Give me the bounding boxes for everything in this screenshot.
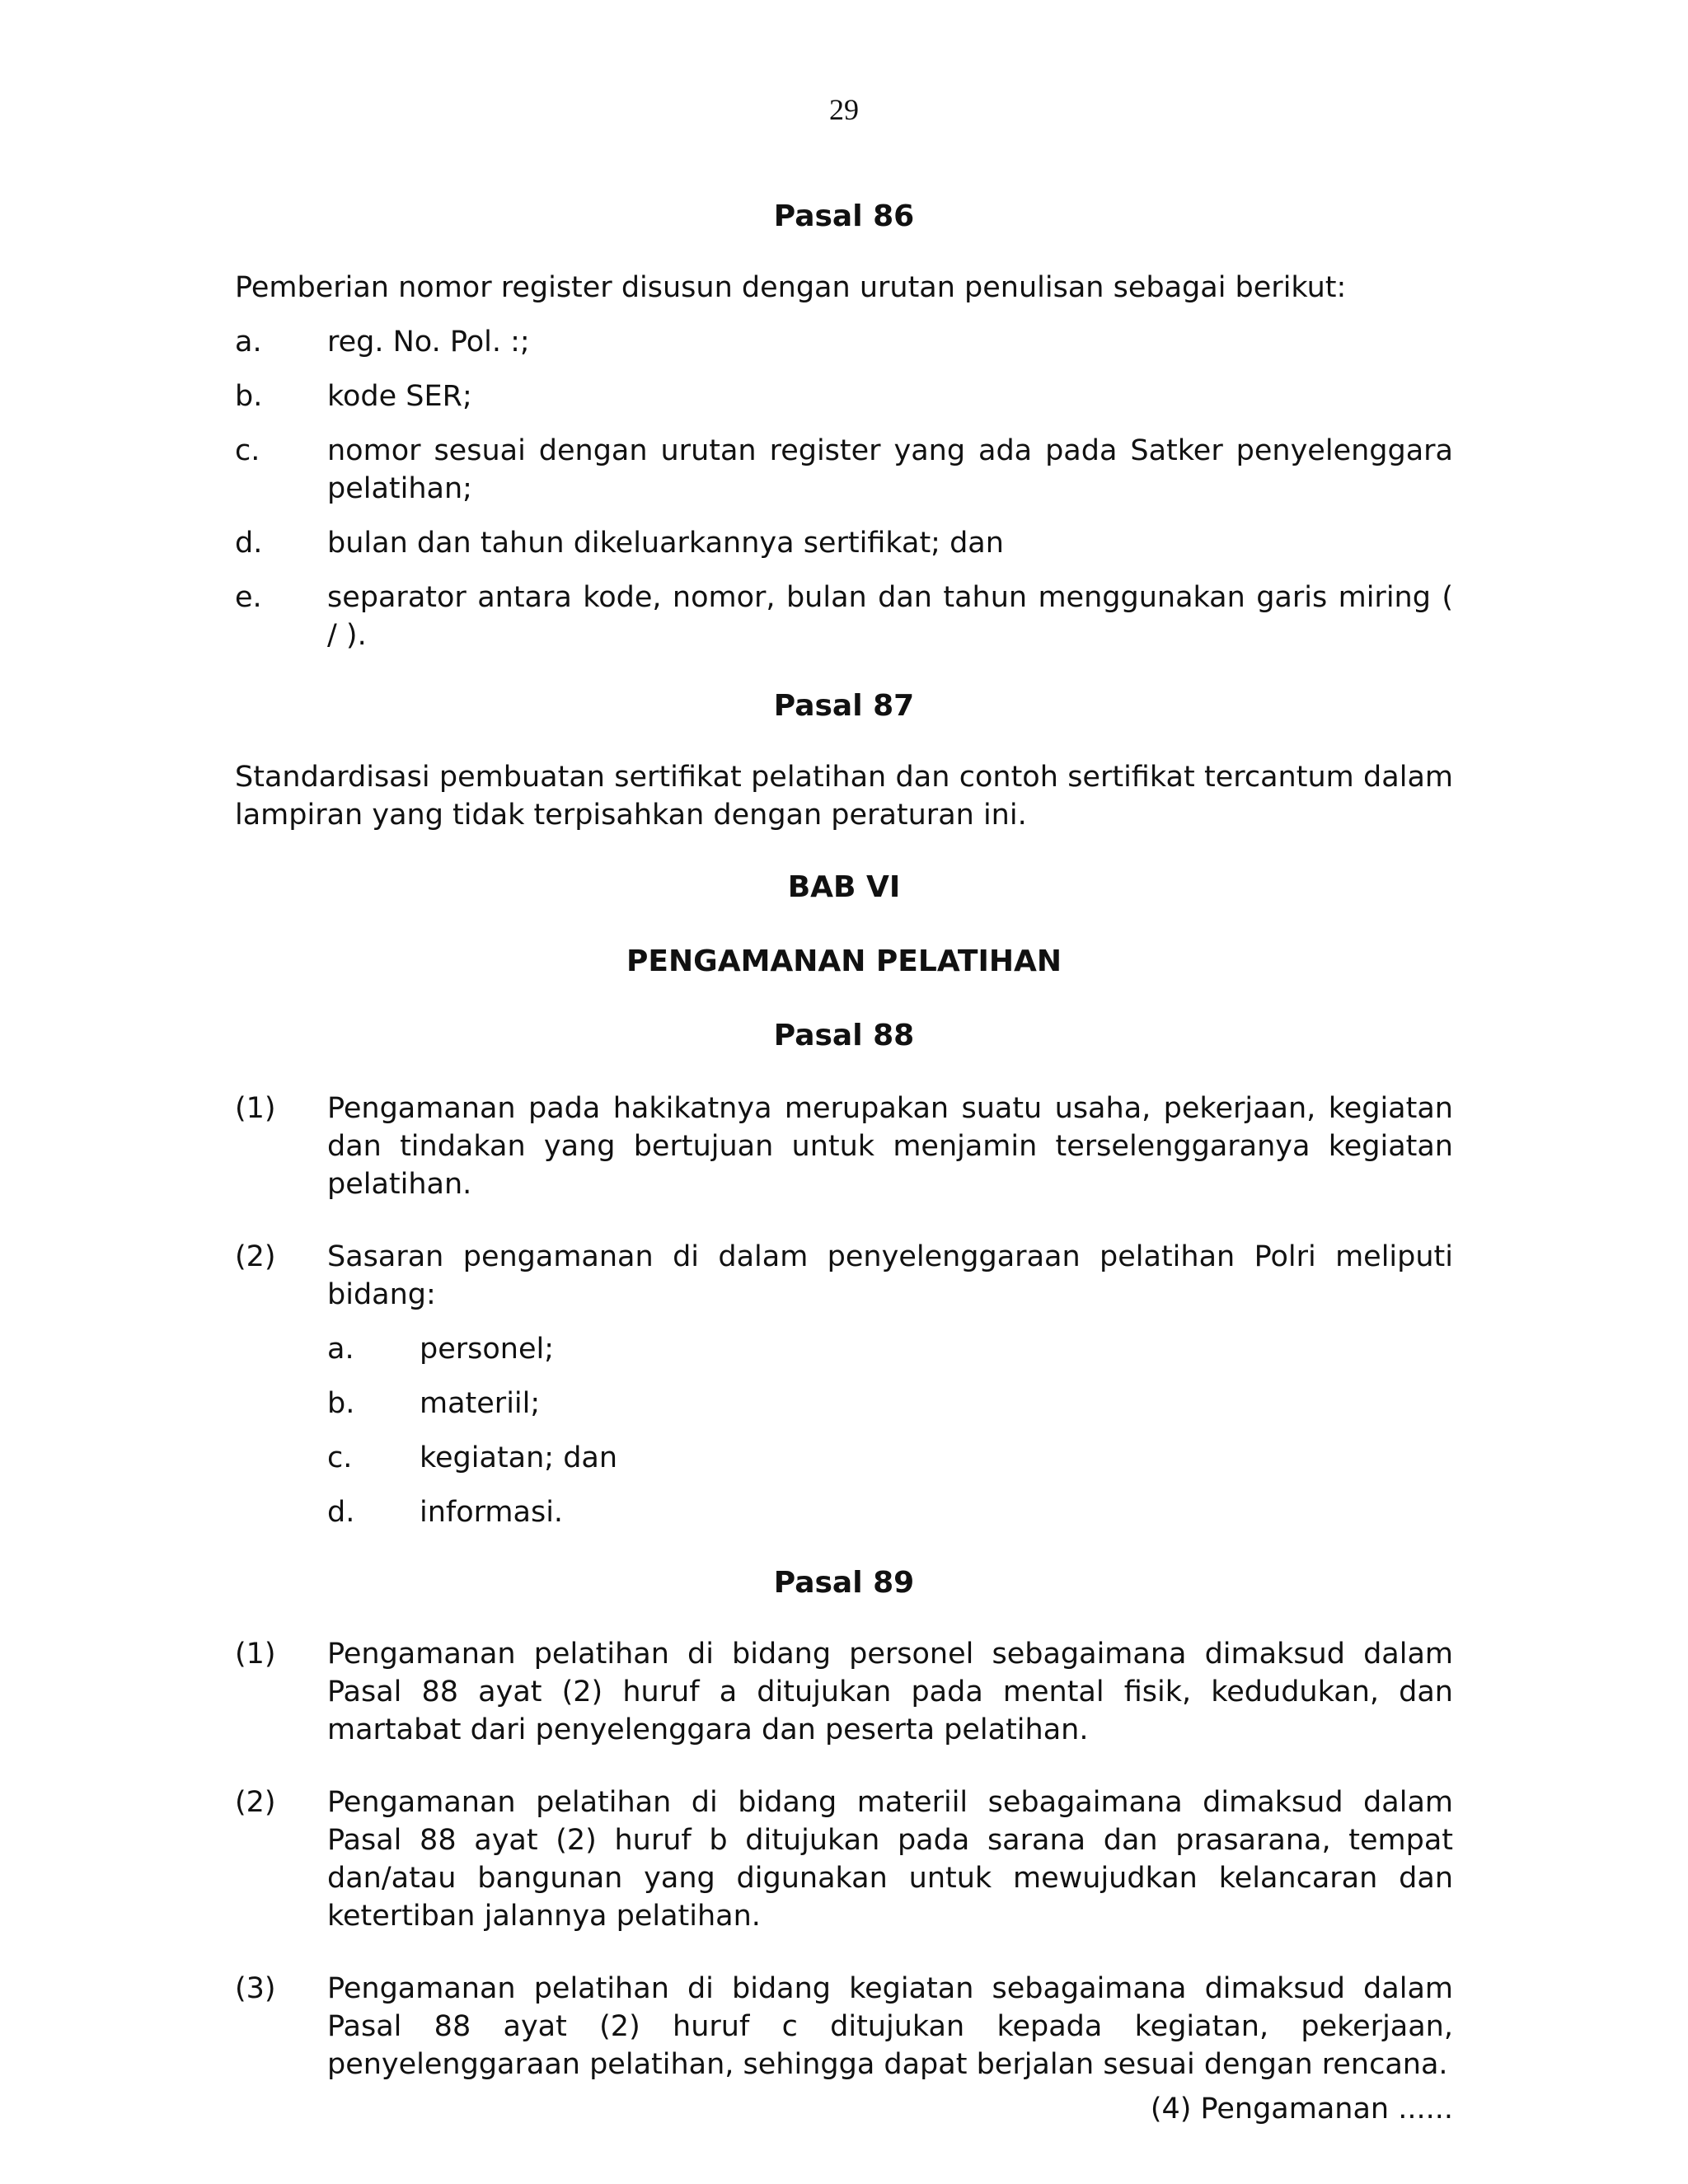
list-item [235,323,1453,361]
list-text: bulan dan tahun dikeluarkannya sertifikat; dan [327,527,1004,560]
document-body [235,198,1453,2128]
list-marker: b. [235,380,263,413]
pasal-88-sublist [327,1330,1453,1531]
pasal-86-intro: Pemberian nomor register disusun dengan urutan penulisan sebagai berikut: [235,271,1347,304]
list-item [235,377,1453,415]
list-item [327,1330,1453,1368]
pasal-88-list [235,1090,1453,1531]
pasal-89-title: Pasal 89 [773,1566,915,1600]
list-marker: e. [235,581,262,614]
pasal-89-list [235,1635,1453,2083]
list-marker: (3) [235,1972,276,2005]
continuation-text: (4) Pengamanan ...... [1150,2093,1453,2125]
page-number: 29 [829,93,859,126]
list-item [235,1970,1453,2083]
list-marker: a. [235,326,262,359]
list-text: Pengamanan pelatihan di bidang personel sebagaimana dimaksud dalam Pasal 88 ayat (2) huruf a ditujukan pada mental fisik, kedudukan, dan martabat dari penyelenggara dan peserta pelatihan. [327,1638,1453,1746]
bab-title: BAB VI [787,870,901,904]
list-text: Pengamanan pelatihan di bidang materiil sebagaimana dimaksud dalam Pasal 88 ayat (2) huruf b ditujukan pada sarana dan prasarana, tempat dan/atau bangunan yang digunakan untuk mewujudkan kelancaran dan ketertiban jalannya pelatihan. [327,1786,1453,1933]
list-item [235,1783,1453,1935]
pasal-87-title: Pasal 87 [773,689,915,723]
list-text: personel; [420,1333,555,1366]
list-text: kegiatan; dan [420,1441,618,1474]
list-text: nomor sesuai dengan urutan register yang ada pada Satker penyelenggara pelatihan; [327,434,1453,505]
list-marker: d. [327,1496,355,1529]
list-marker: b. [327,1387,355,1420]
list-marker: (2) [235,1240,276,1273]
list-marker: (2) [235,1786,276,1819]
list-text: separator antara kode, nomor, bulan dan tahun menggunakan garis miring ( / ). [327,581,1453,652]
list-item [235,579,1453,654]
list-item [235,1238,1453,1314]
pasal-87-text: Standardisasi pembuatan sertifikat pelatihan dan contoh sertifikat tercantum dalam lampiran yang tidak terpisahkan dengan peraturan ini. [235,761,1453,832]
list-text: reg. No. Pol. :; [327,326,530,359]
list-text: Sasaran pengamanan di dalam penyelenggaraan pelatihan Polri meliputi bidang: [327,1240,1453,1311]
list-item [327,1493,1453,1531]
list-item [235,1635,1453,1749]
bab-subtitle: PENGAMANAN PELATIHAN [626,944,1062,978]
list-text: materiil; [420,1387,541,1420]
pasal-88-title: Pasal 88 [773,1019,915,1052]
list-item [235,524,1453,562]
list-item [235,432,1453,508]
pasal-86-title: Pasal 86 [773,199,915,233]
list-marker: a. [327,1333,354,1366]
list-marker: (1) [235,1092,276,1125]
list-marker: d. [235,527,263,560]
list-text: Pengamanan pelatihan di bidang kegiatan sebagaimana dimaksud dalam Pasal 88 ayat (2) huruf c ditujukan kepada kegiatan, pekerjaan, penyelenggaraan pelatihan, sehingga dapat berjalan sesuai dengan rencana. [327,1972,1453,2081]
list-item [327,1439,1453,1477]
list-text: informasi. [420,1496,564,1529]
pasal-86-list [235,323,1453,654]
list-item [327,1385,1453,1422]
list-marker: (1) [235,1638,276,1671]
list-text: Pengamanan pada hakikatnya merupakan suatu usaha, pekerjaan, kegiatan dan tindakan yang bertujuan untuk menjamin terselenggaranya kegiatan pelatihan. [327,1092,1453,1201]
list-item [235,1090,1453,1203]
list-text: kode SER; [327,380,472,413]
list-marker: c. [327,1441,353,1474]
list-marker: c. [235,434,260,467]
